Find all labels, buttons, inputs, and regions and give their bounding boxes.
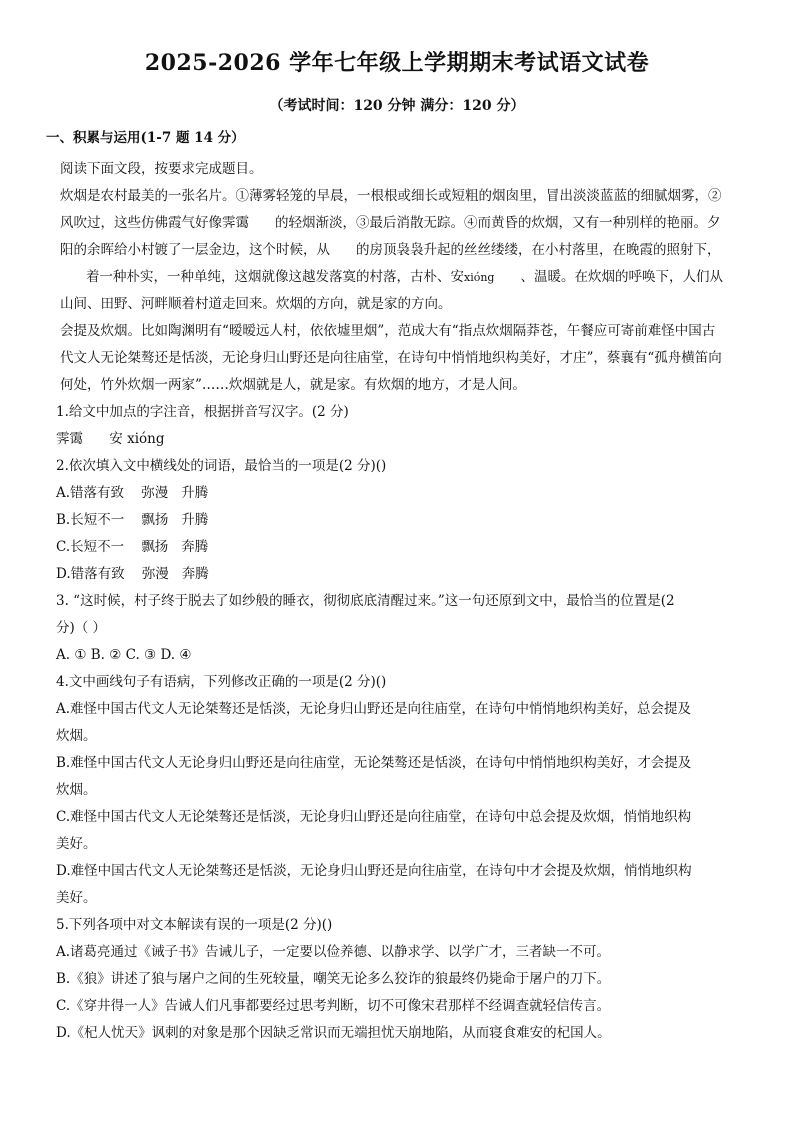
passage-text: 的房顶袅袅升起的丝丝缕缕，在小村落里，在晚霞的照射下，	[356, 242, 721, 258]
question-4-option-d: D.难怪中国古代文人无论桀骜还是恬淡，无论身归山野还是向往庙堂，在诗句中才会提及炊烟，悄悄地织构 美好。	[56, 863, 692, 906]
pinyin: xióng	[464, 271, 495, 284]
question-5-option-d: D.《杞人忧天》讽刺的对象是那个因缺乏常识而无端担忧天崩地陷，从而寝食难安的杞国人。	[56, 1025, 611, 1041]
passage-text: 、温暖。在炊烟的呼唤下，人们从山间、田野、河畔顺着村道走回来。炊烟的方向，就是家的方向。	[60, 269, 723, 312]
question-3: 3. “这时候，村子终于脱去了如纱般的睡衣，彻彻底底清醒过来。”这一句还原到文中，最恰当的位置是(2 分)（ ）	[56, 593, 675, 636]
passage-text: 的轻烟渐淡，③最后消散无踪。④而黄昏的炊烟，又有一种别样的艳丽。夕阳的余晖给小村镀了一层金边，这个时候，从	[60, 215, 721, 258]
exam-body	[56, 156, 728, 1047]
word-2: 安 xióng	[109, 431, 165, 447]
page-title: 2025-2026 学年七年级上学期期末考试语文试卷	[144, 50, 650, 76]
question-1-words	[56, 426, 728, 453]
question-5-option-a: A.诸葛亮通过《诫子书》告诫儿子，一定要以俭养德、以静求学、以学广才，三者缺一不可。	[56, 944, 611, 960]
exam-info: （考试时间：120 分钟 满分：120 分）	[269, 98, 525, 114]
passage-paragraph-2: 会提及炊烟。比如陶渊明有“暧暧远人村，依依墟里烟”，范成大有“指点炊烟隔莽苍，午餐应可寄前难怪中国古代文人无论桀骜还是恬淡，无论身归山野还是向往庙堂，在诗句中悄悄地织构美好，才庄”，蔡襄有“孤舟横笛向何处，竹外炊烟一两家”……炊烟就是人，就是家。有炊烟的地方，才是人间。	[60, 323, 722, 393]
question-2-option-c: C.长短不一 飘扬 奔腾	[56, 539, 209, 555]
word-1: 霁霭	[56, 431, 83, 447]
question-4: 4.文中画线句子有语病，下列修改正确的一项是(2 分)()	[56, 674, 387, 690]
question-4-option-b: B.难怪中国古代文人无论身归山野还是向往庙堂，无论桀骜还是恬淡，在诗句中悄悄地织构美好，才会提及 炊烟。	[56, 755, 692, 798]
question-4-option-a: A.难怪中国古代文人无论桀骜还是恬淡，无论身归山野还是向往庙堂，在诗句中悄悄地织构美好，总会提及 炊烟。	[56, 701, 692, 744]
question-5: 5.下列各项中对文本解读有误的一项是(2 分)()	[56, 917, 333, 933]
passage-text: 着一种朴实，一种单纯，这烟就像这越发落寞的村落，古朴、安	[86, 269, 464, 285]
passage-text: 炊烟是农村最美的一张名片。①薄雾轻笼的早晨，一根根或细长或短粗的烟囱里，冒出淡淡蓝蓝的细腻烟雾，②风吹过，这些仿佛霞气好像霁霭	[60, 188, 722, 231]
question-2: 2.依次填入文中横线处的词语，最恰当的一项是(2 分)()	[56, 458, 387, 474]
question-5-option-b: B.《狼》讲述了狼与屠户之间的生死较量，嘲笑无论多么狡诈的狼最终仍毙命于屠户的刀下。	[56, 971, 611, 987]
question-3-options: A. ① B. ② C. ③ D. ④	[56, 647, 192, 663]
question-2-option-d: D.错落有致 弥漫 奔腾	[56, 566, 209, 582]
question-5-option-c: C.《穿井得一人》告诫人们凡事都要经过思考判断，切不可像宋君那样不经调查就轻信传言。	[56, 998, 611, 1014]
question-4-option-c: C.难怪中国古代文人无论桀骜还是恬淡，无论身归山野还是向往庙堂，在诗句中总会提及炊烟，悄悄地织构 美好。	[56, 809, 692, 852]
passage-paragraph-1	[56, 183, 728, 318]
question-1: 1.给文中加点的字注音，根据拼音写汉字。(2 分)	[56, 404, 349, 420]
question-2-option-a: A.错落有致 弥漫 升腾	[56, 485, 209, 501]
section-heading: 一、积累与运用(1-7 题 14 分）	[46, 130, 245, 146]
instruction: 阅读下面文段，按要求完成题目。	[60, 161, 263, 177]
question-2-option-b: B.长短不一 飘扬 升腾	[56, 512, 209, 528]
